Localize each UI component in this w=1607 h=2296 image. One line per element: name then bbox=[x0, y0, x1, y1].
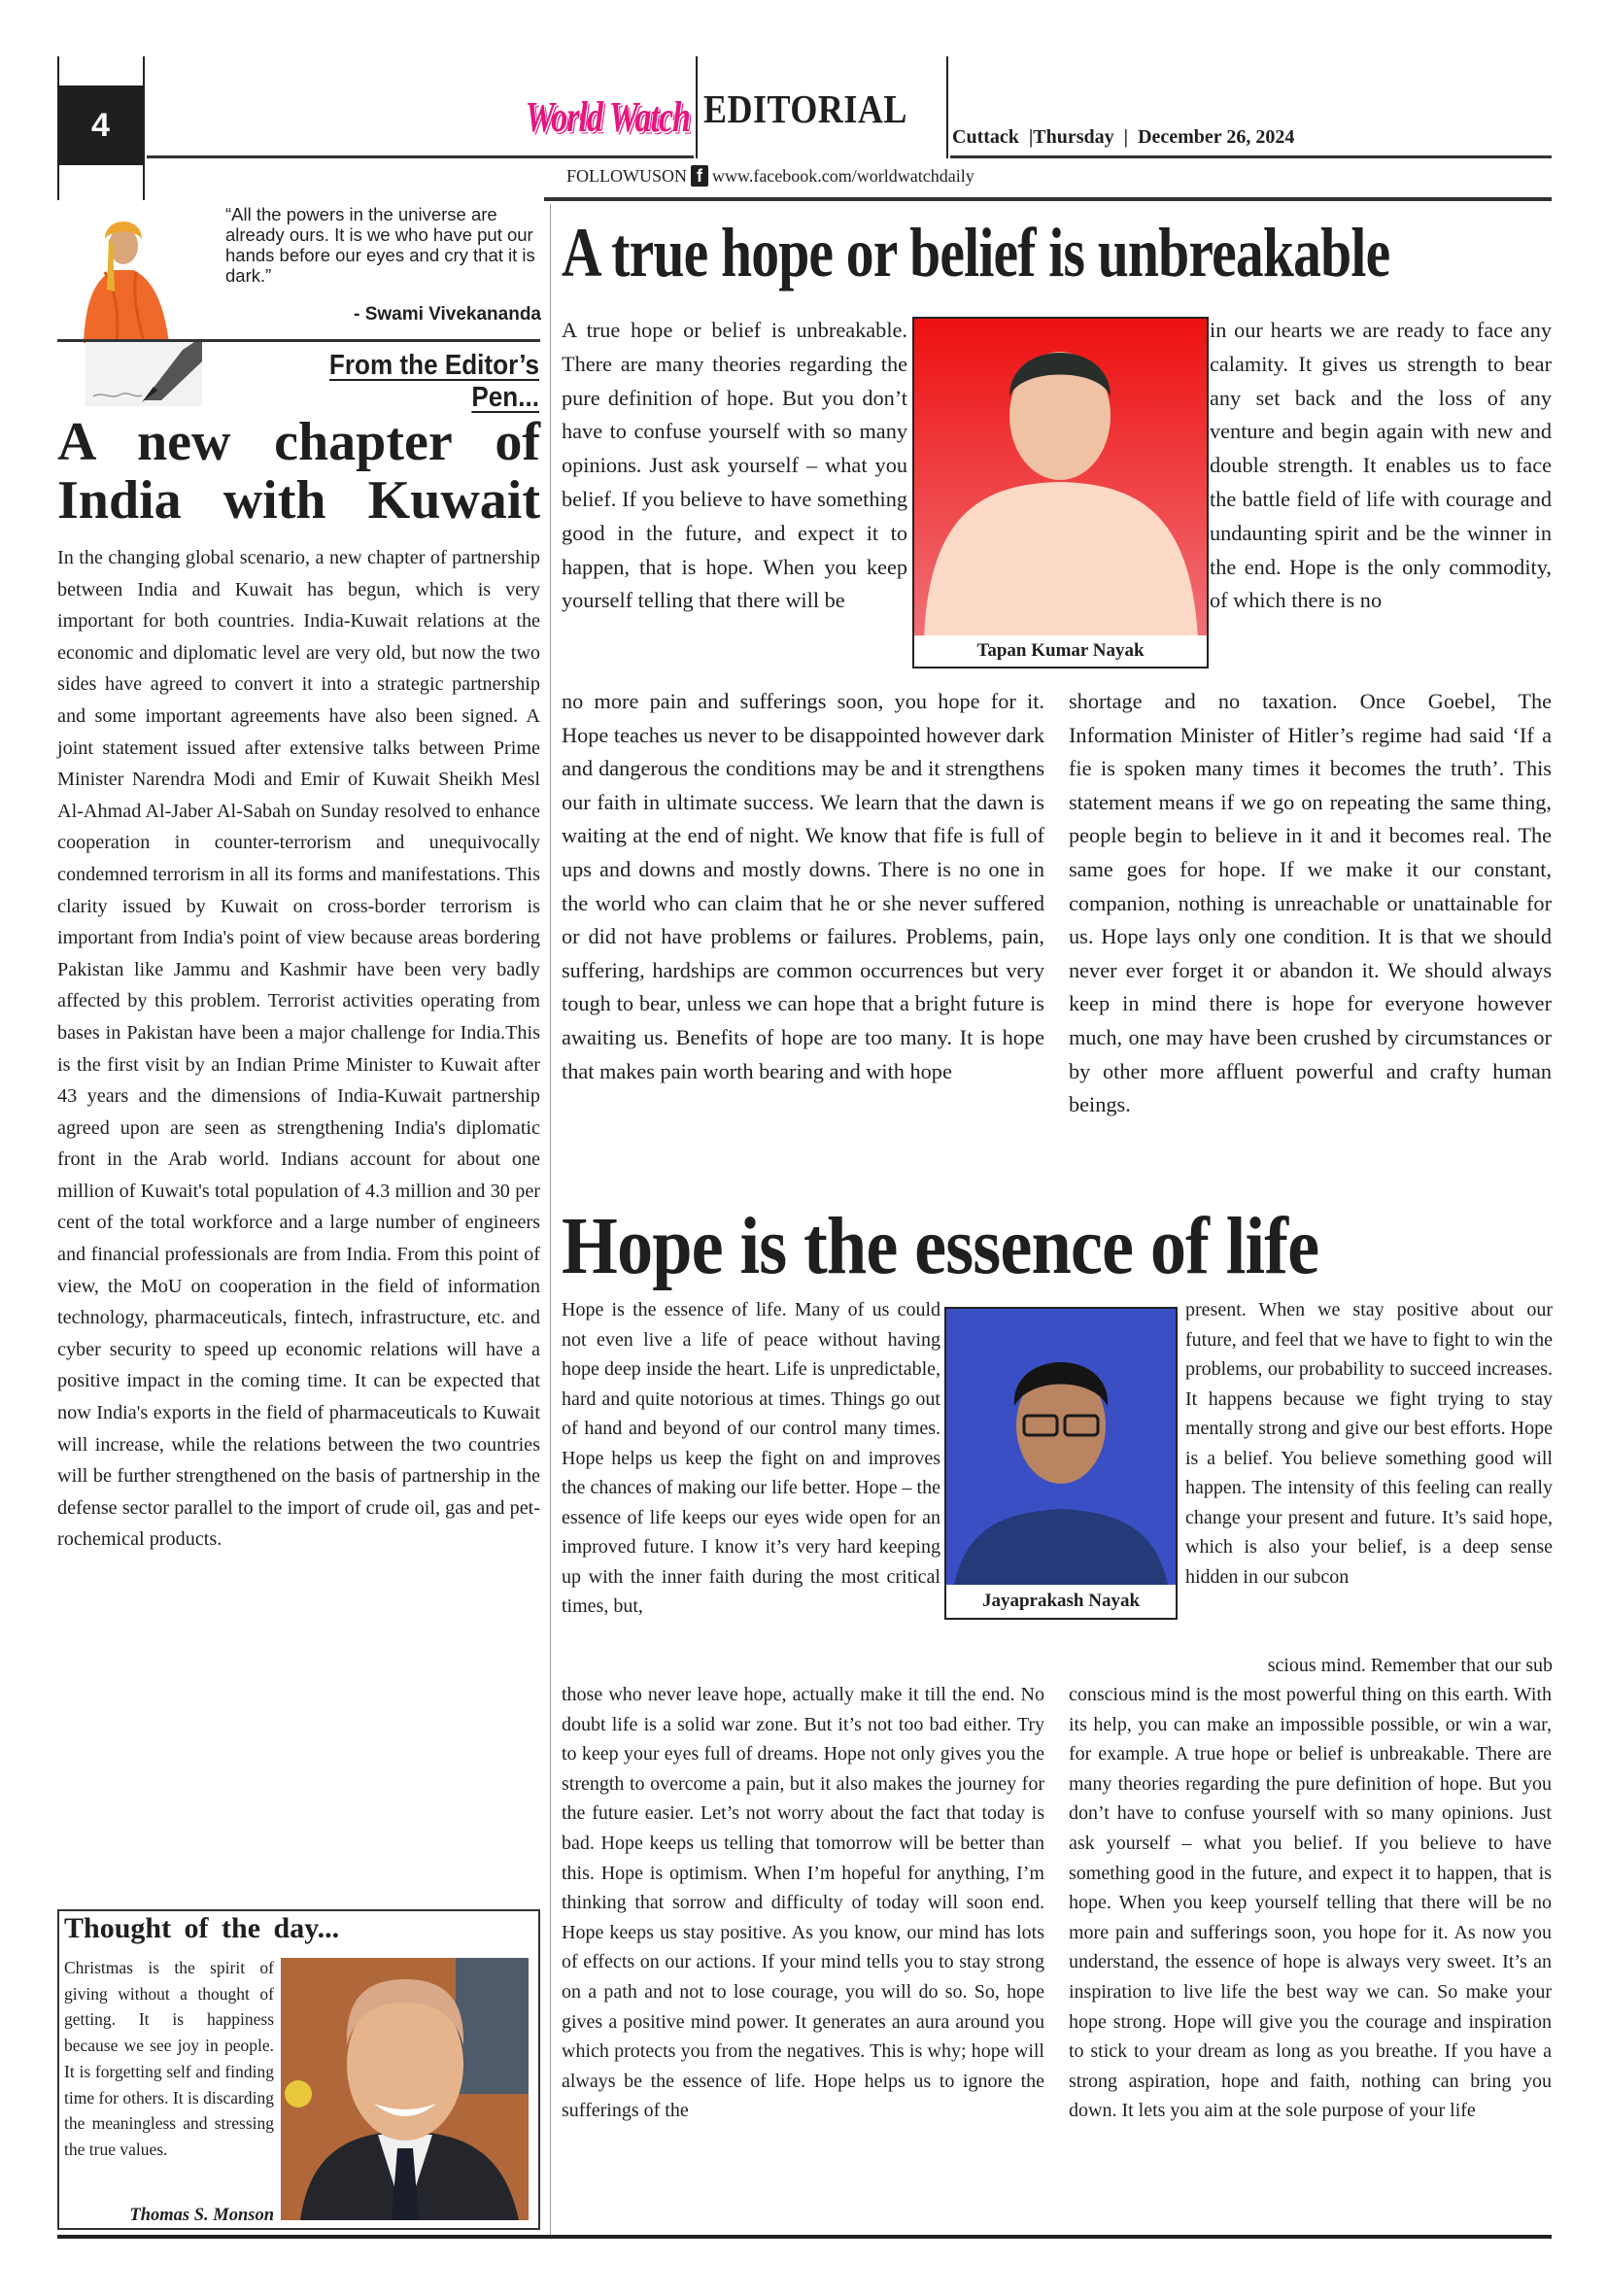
quote-author: - Swami Vivekananda bbox=[354, 304, 541, 325]
article-1-col-bottom-left: no more pain and sufferings soon, you hope for it. Hope teaches us never to be disappointed however dark and dangerous the conditions may be and it strengthens our faith in ultimate success. We learn that the dawn is waiting at the end of night. We know that fife is full of ups and downs and mostly downs. There is no one in the world who can claim that he or she never suffered or did not have problems or failures. Problems, pain, suffering, hardships are common occurrences but very tough to bear, unless we can hope that a bright future is awaiting us. Benefits of hope are too many. It is hope that makes pain worth bearing and with hope bbox=[562, 689, 1044, 1083]
masthead-date-divider bbox=[946, 56, 948, 158]
world-watch-logo[interactable]: World Watch bbox=[525, 94, 690, 142]
thought-of-day-author: Thomas S. Monson bbox=[129, 2206, 274, 2225]
dateline: Cuttack |Thursday | December 26, 2024 bbox=[952, 126, 1295, 148]
fountain-pen-icon bbox=[85, 342, 202, 406]
article-2-col-bottom-left: those who never leave hope, actually make it till the end. No doubt life is a solid war zone. But it’s not too bad either. Try to keep your eyes full of dreams. Hope not only gives you the strength to overcome a pain, but it also makes the journey for the future easier. Let’s not worry about the fact that today is bad. Hope keeps us telling that tomorrow will be better than this. Hope is optimism. When I’m hopeful for anything, I’m thinking that sorrow and difficulty of today will soon end. Hope keeps us stay positive. As you know, our mind has lots of effects on our actions. If your mind tells you to stay strong on a path and not to lose courage, you will do so. So, hope gives a positive mind power. It generates an aura around you which protects you from the negatives. This is why; hope will always be the essence of life. Hope helps us to ignore the sufferings of the bbox=[562, 1684, 1044, 2122]
article-1-author-caption: Tapan Kumar Nayak bbox=[914, 635, 1207, 667]
article-2-col-top-right: present. When we stay positive about our future, and feel that we have to fight to win the problems, our probability to succeed increases. It happens because we fight trying to stay mentally strong and give our best efforts. Hope is a belief. You believe something good will happen. The intensity of this feeling can really change your present and future. It’s said hope, which is also your belief, is a deep sense hidden in our subcon bbox=[1185, 1299, 1553, 1588]
thought-of-day-title: Thought of the day... bbox=[64, 1912, 340, 1944]
page-footer-rule bbox=[57, 2235, 1552, 2239]
article-1-headline: A true hope or belief is unbreakable bbox=[562, 214, 1390, 291]
article-2-col-bottom-right: conscious mind is the most powerful thing on this earth. With its help, you can make an impossible possible, or win a war, for example. A true hope or belief is unbreakable. There are many theories regarding the pure definition of hope. But you don’t have to confuse yourself with so many opinions. Just ask yourself – what you belief. If you believe to have something good in the future, and expect it to happen, that is hope. When you keep yourself telling that there will be no more pain and sufferings soon, you hope for it. As now you understand, the essence of hope is always very sweet. It’s an inspiration to live life the best way we can. So make your hope strong. Hope will give you the courage and inspiration to stick to your dream as long as you breathe. If you have a strong aspiration, hope and faith, nothing can bring you down. It lets you aim at the sole purpose of your life bbox=[1069, 1684, 1552, 2122]
follow-us-label: FOLLOWUSON bbox=[566, 165, 687, 186]
quote-text: “All the powers in the universe are already ours. It is we who have put our hands before our eyes and cry that it is dark.” bbox=[225, 204, 535, 286]
vivekananda-portrait bbox=[76, 202, 171, 343]
article-1-col-top-right: in our hearts we are ready to face any calamity. It gives us strength to bear any set back and the loss of any venture and begin again with new and double strength. It enables us to face the battle field of life with courage and undaunting spirit and be the winner in the end. Hope is the only commodity, of which there is no bbox=[1210, 318, 1552, 613]
facebook-icon[interactable]: f bbox=[691, 165, 708, 187]
thomas-monson-photo bbox=[281, 1958, 529, 2220]
left-article-body: In the changing global scenario, a new chapter of partnership between India and Kuwait has begun, which is very important for both countries. India-Kuwait relations at the economic and diplomatic level are very old, but now the two sides have agreed to convert it into a strategic partnership and some important agreements have also been signed. A joint statement issued after extensive talks between Prime Minister Narendra Modi and Emir of Kuwait Sheikh Mesl Al-Ahmad Al-Jaber Al-Sabah on Sunday resolved to enhance cooperation in counter-terrorism and unequivocally condemned terrorism in all its forms and manifestations. This clarity issued by Kuwait on cross-border terrorism is important from India's point of view because areas bordering Pakistan like Jammu and Kashmir have been very badly affected by this problem. Terrorist activities operating from bases in Pakistan have been a major challenge for India.This is the first visit by an Indian Prime Minister to Kuwait after 43 years and the dimensions of India-Kuwait partnership agreed upon are seen as strengthening India's diplomatic front in the Arab world. Indians account for about one million of Kuwait's total population of 4.3 million and 30 per cent of the total workforce and a large number of engineers and financial professionals are from India. From this point of view, the MoU on cooperation in the field of information technology, pharmaceuticals, fintech, infrastructure, etc. and cyber security to speed up economic relations will have a positive impact in the coming time. It can be expected that now India's exports in the field of pharmaceuticals to Kuwait will increase, while the relations between the two countries will be further strengthened on the basis of partnership in the defense sector parallel to the import of crude oil, gas and petrochemical products. bbox=[57, 547, 540, 1551]
article-2-author-caption: Jayaprakash Nayak bbox=[946, 1585, 1176, 1618]
article-1-col-top-left: A true hope or belief is unbreakable. There are many theories regarding the pure definition of hope. But you don’t have to confuse yourself with so many opinions. Just ask yourself – what you belief. If you believe to have something good in the future, and expect it to happen, that is hope. When you keep yourself telling that there will be bbox=[562, 318, 907, 613]
column-divider bbox=[550, 204, 551, 2235]
article-2-col-right-continuation: scious mind. Remember that our sub bbox=[1267, 1655, 1553, 1676]
page-number: 4 bbox=[57, 86, 144, 165]
article-2-headline: Hope is the essence of life bbox=[562, 1201, 1319, 1291]
header-bottom-rule bbox=[544, 197, 1552, 201]
thought-of-day-text: Christmas is the spirit of giving without a thought of getting. It is happiness because we see joy in people. It is forgetting self and finding time for others. It is discarding the meaningless and stressing the true values. bbox=[64, 1958, 274, 2159]
article-1-author-photo bbox=[912, 317, 1209, 668]
editors-pen-label: From the Editor’s Pen... bbox=[328, 350, 539, 413]
section-label: EDITORIAL bbox=[703, 86, 907, 132]
follow-us-bar bbox=[566, 165, 974, 187]
masthead-logo-divider bbox=[696, 56, 698, 158]
article-1-col-bottom-right: shortage and no taxation. Once Goebel, The Information Minister of Hitler’s regime had said ‘If a fie is spoken many times it becomes the truth’. This statement means if we go on repeating the same thing, people begin to believe in it and it becomes real. The same goes for hope. If we make it our constant, companion, nothing is unreachable or unattainable for us. Hope lays only one condition. It is that we should never ever forget it or abandon it. We should always keep in mind there is hope for everyone however much, one may have been crushed by circumstances or by other more affluent powerful and crafty human beings. bbox=[1069, 689, 1552, 1117]
facebook-link[interactable]: www.facebook.com/worldwatchdaily bbox=[712, 165, 974, 186]
article-2-author-photo bbox=[944, 1307, 1178, 1620]
left-article-headline: A new chapter of India with Kuwait bbox=[57, 412, 540, 531]
article-2-col-top-left: Hope is the essence of life. Many of us could not even live a life of peace without having hope deep inside the heart. Life is unpredictable, hard and quite notorious at times. Things go out of hand and beyond of our control many times. Hope helps us keep the fight on and improves the chances of making our life better. Hope – the essence of life keeps our eyes wide open for an improved future. I know it’s very hard keeping up with the inner faith during the most critical times, but, bbox=[562, 1299, 940, 1617]
masthead-rule-right bbox=[950, 155, 1552, 158]
